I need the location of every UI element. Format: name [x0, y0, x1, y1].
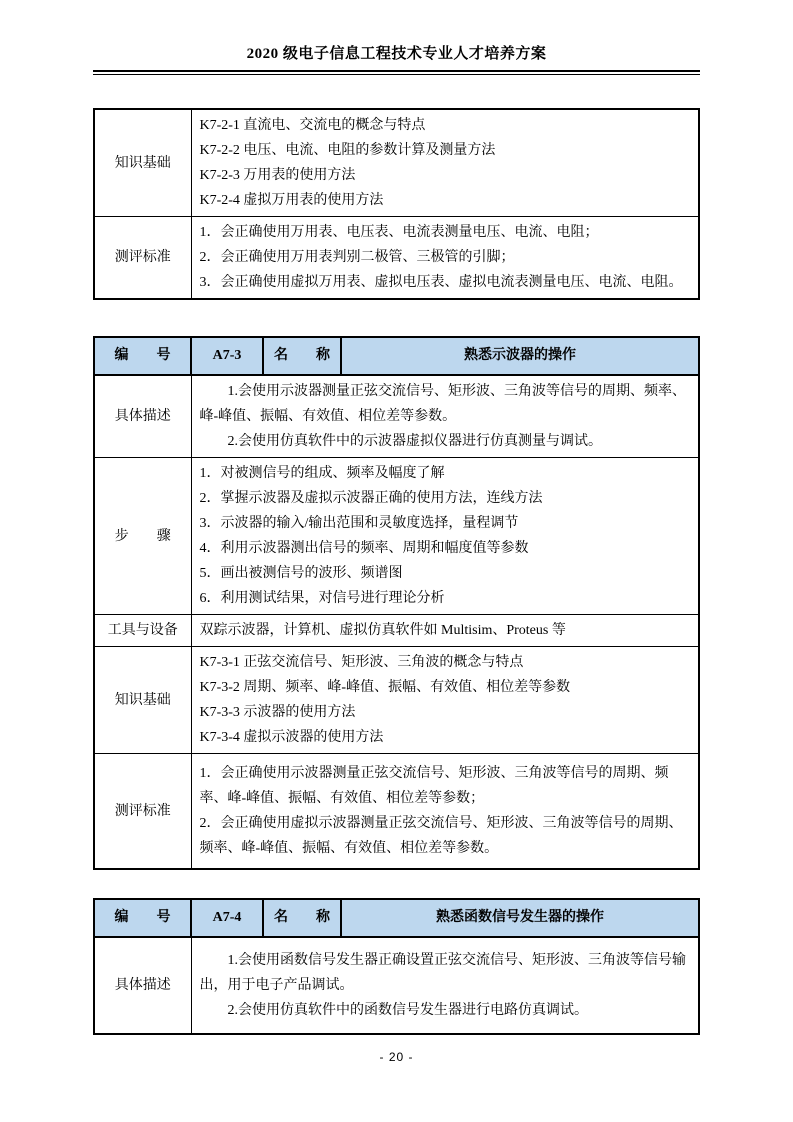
- table-a7-4: [93, 898, 700, 1035]
- table-row-knowledge: [94, 647, 699, 754]
- tools-text: 双踪示波器，计算机、虚拟仿真软件如 Multisim、Proteus 等: [199, 623, 566, 638]
- table-row-description: [94, 937, 699, 1034]
- step-item: 6．利用测试结果，对信号进行理论分析: [199, 591, 445, 606]
- knowledge-item: K7-3-1 正弦交流信号、矩形波、三角波的概念与特点: [199, 655, 524, 670]
- header-name-value: 熟悉示波器的操作: [341, 337, 699, 375]
- header-name-label: 名 称: [263, 899, 341, 937]
- description-paragraph: 2.会使用仿真软件中的函数信号发生器进行电路仿真调试。: [227, 1003, 588, 1018]
- table-row-criteria: [94, 217, 699, 300]
- table-row-tools: [94, 615, 699, 647]
- step-item: 1．对被测信号的组成、频率及幅度了解: [199, 466, 445, 481]
- table-row-knowledge: [94, 109, 699, 217]
- steps-list: [191, 458, 699, 615]
- step-item: 2．掌握示波器及虚拟示波器正确的使用方法，连线方法: [199, 491, 543, 506]
- criteria-list: [191, 217, 699, 300]
- knowledge-item: K7-2-2 电压、电流、电阻的参数计算及测量方法: [199, 143, 496, 158]
- table-a7-2-continued: [93, 108, 700, 300]
- criteria-item: 1．会正确使用万用表、电压表、电流表测量电压、电流、电阻；: [199, 225, 599, 240]
- description-paragraph: 2.会使用仿真软件中的示波器虚拟仪器进行仿真测量与调试。: [227, 434, 602, 449]
- header-code-label: 编 号: [94, 899, 191, 937]
- knowledge-list: [191, 647, 699, 754]
- row-label: 知识基础: [94, 109, 191, 217]
- tools-content: [191, 615, 699, 647]
- row-label: 测评标准: [94, 754, 191, 870]
- header-name-label: 名 称: [263, 337, 341, 375]
- knowledge-item: K7-2-4 虚拟万用表的使用方法: [199, 193, 384, 208]
- row-label: 测评标准: [94, 217, 191, 300]
- step-item: 5．画出被测信号的波形、频谱图: [199, 566, 403, 581]
- row-label: 步 骤: [94, 458, 191, 615]
- description-content: [191, 937, 699, 1034]
- criteria-item: 2．会正确使用虚拟示波器测量正弦交流信号、矩形波、三角波等信号的周期、频率、峰-峰值、振幅、有效值、相位差等参数。: [199, 816, 683, 856]
- criteria-list: [191, 754, 699, 870]
- footer-page-number: - 20 -: [379, 1050, 414, 1064]
- knowledge-item: K7-2-1 直流电、交流电的概念与特点: [199, 118, 426, 133]
- row-label: 工具与设备: [94, 615, 191, 647]
- description-content: [191, 375, 699, 458]
- knowledge-item: K7-3-3 示波器的使用方法: [199, 705, 356, 720]
- knowledge-item: K7-3-2 周期、频率、峰-峰值、振幅、有效值、相位差等参数: [199, 680, 571, 695]
- description-paragraph: 1.会使用示波器测量正弦交流信号、矩形波、三角波等信号的周期、频率、峰-峰值、振幅、有效值、相位差等参数。: [199, 384, 686, 424]
- table-header-row: [94, 899, 699, 937]
- header-double-rule: [93, 70, 700, 75]
- header-code-value: A7-4: [191, 899, 263, 937]
- table-header-row: [94, 337, 699, 375]
- step-item: 3．示波器的输入/输出范围和灵敏度选择，量程调节: [199, 516, 519, 531]
- criteria-item: 1．会正确使用示波器测量正弦交流信号、矩形波、三角波等信号的周期、频率、峰-峰值、振幅、有效值、相位差等参数；: [199, 766, 669, 806]
- table-row-description: [94, 375, 699, 458]
- criteria-item: 2．会正确使用万用表判别二极管、三极管的引脚；: [199, 250, 515, 265]
- step-item: 4．利用示波器测出信号的频率、周期和幅度值等参数: [199, 541, 529, 556]
- header-code-label: 编 号: [94, 337, 191, 375]
- description-paragraph: 1.会使用函数信号发生器正确设置正弦交流信号、矩形波、三角波等信号输出，用于电子产品调试。: [199, 953, 686, 993]
- row-label: 具体描述: [94, 937, 191, 1034]
- criteria-item: 3．会正确使用虚拟万用表、虚拟电压表、虚拟电流表测量电压、电流、电阻。: [199, 275, 683, 290]
- row-label: 具体描述: [94, 375, 191, 458]
- row-label: 知识基础: [94, 647, 191, 754]
- table-row-criteria: [94, 754, 699, 870]
- page-content: [93, 0, 700, 1035]
- page-title: 2020 级电子信息工程技术专业人才培养方案: [246, 46, 547, 62]
- header-code-value: A7-3: [191, 337, 263, 375]
- knowledge-item: K7-2-3 万用表的使用方法: [199, 168, 356, 183]
- table-row-steps: [94, 458, 699, 615]
- header-name-value: 熟悉函数信号发生器的操作: [341, 899, 699, 937]
- knowledge-list: [191, 109, 699, 217]
- table-a7-3: [93, 336, 700, 870]
- knowledge-item: K7-3-4 虚拟示波器的使用方法: [199, 730, 384, 745]
